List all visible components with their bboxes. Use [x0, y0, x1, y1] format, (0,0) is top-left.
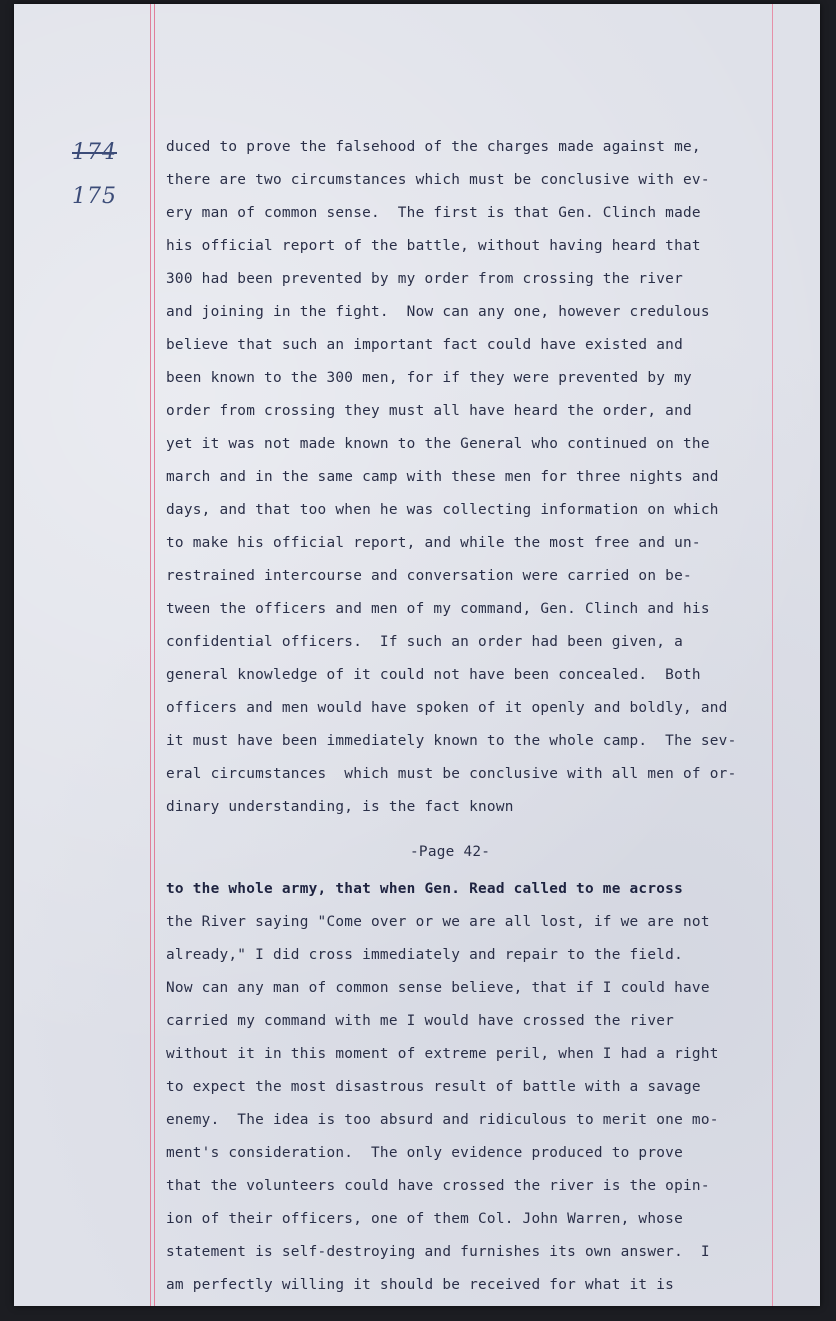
- text-line: days, and that too when he was collecting information on which: [166, 502, 719, 518]
- text-line: yet it was not made known to the General who continued on the: [166, 436, 710, 452]
- text-block-top: [166, 131, 816, 824]
- text-block-bottom: [166, 873, 816, 1302]
- text-line: to the whole army, that when Gen. Read called to me across: [166, 881, 684, 897]
- text-line: carried my command with me I would have crossed the river: [166, 1013, 675, 1029]
- text-line: to make his official report, and while the most free and un-: [166, 535, 701, 551]
- text-line: restrained intercourse and conversation were carried on be-: [166, 568, 692, 584]
- text-line: the River saying "Come over or we are all lost, if we are not: [166, 914, 710, 930]
- text-line: that the volunteers could have crossed the river is the opin-: [166, 1178, 710, 1194]
- text-line: officers and men would have spoken of it openly and boldly, and: [166, 700, 728, 716]
- text-line: general knowledge of it could not have been concealed. Both: [166, 667, 701, 683]
- text-line: duced to prove the falsehood of the charges made against me,: [166, 139, 701, 155]
- struck-folio-number: 174: [72, 140, 117, 165]
- text-line: believe that such an important fact could have existed and: [166, 337, 684, 353]
- text-line: march and in the same camp with these men for three nights and: [166, 469, 719, 485]
- text-line: Now can any man of common sense believe, that if I could have: [166, 980, 710, 996]
- text-line: ery man of common sense. The first is that Gen. Clinch made: [166, 205, 701, 221]
- text-line: to expect the most disastrous result of battle with a savage: [166, 1079, 701, 1095]
- text-line: his official report of the battle, without having heard that: [166, 238, 701, 254]
- text-line: ion of their officers, one of them Col. John Warren, whose: [166, 1211, 684, 1227]
- text-line: confidential officers. If such an order had been given, a: [166, 634, 684, 650]
- text-line: and joining in the fight. Now can any one, however credulous: [166, 304, 710, 320]
- text-line: already," I did cross immediately and repair to the field.: [166, 947, 684, 963]
- text-line: tween the officers and men of my command, Gen. Clinch and his: [166, 601, 710, 617]
- text-line: 300 had been prevented by my order from crossing the river: [166, 271, 684, 287]
- folio-number: 175: [72, 184, 117, 209]
- text-line: been known to the 300 men, for if they were prevented by my: [166, 370, 692, 386]
- page-number-marker: -Page 42-: [410, 844, 491, 860]
- text-line: there are two circumstances which must be conclusive with ev-: [166, 172, 710, 188]
- typewritten-page: [14, 4, 820, 1306]
- text-line: ment's consideration. The only evidence produced to prove: [166, 1145, 684, 1161]
- text-line: order from crossing they must all have heard the order, and: [166, 403, 692, 419]
- text-line: statement is self-destroying and furnishes its own answer. I: [166, 1244, 710, 1260]
- left-margin-rule: [150, 4, 151, 1306]
- text-line: dinary understanding, is the fact known: [166, 799, 514, 815]
- left-margin-rule-inner: [154, 4, 155, 1306]
- text-line: without it in this moment of extreme peril, when I had a right: [166, 1046, 719, 1062]
- text-line: eral circumstances which must be conclusive with all men of or-: [166, 766, 737, 782]
- text-line: am perfectly willing it should be received for what it is: [166, 1277, 675, 1293]
- text-line: enemy. The idea is too absurd and ridiculous to merit one mo-: [166, 1112, 719, 1128]
- text-line: it must have been immediately known to the whole camp. The sev-: [166, 733, 737, 749]
